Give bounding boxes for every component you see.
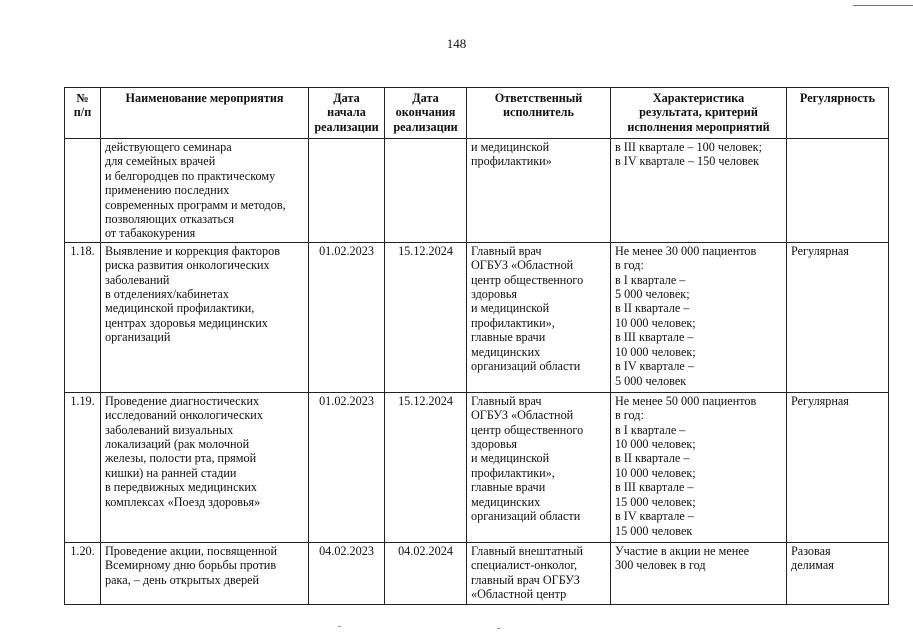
end-date-cell	[385, 139, 467, 243]
cell-line: в передвижных медицинских	[105, 480, 258, 495]
table-body	[65, 139, 889, 605]
cell-line: здоровья	[471, 437, 517, 452]
header-line: Характеристика	[652, 91, 745, 105]
cell-line: в I квартале –	[615, 272, 686, 287]
cell-line: специалист-онколог,	[471, 558, 577, 573]
row-number-cell: 1.19.	[65, 392, 101, 542]
start-date-cell: 04.02.2023	[309, 542, 385, 604]
cell-line: 10 000 человек;	[615, 315, 696, 330]
activity-name-cell	[101, 242, 309, 392]
cell-line: организаций области	[471, 509, 581, 524]
header-start-date	[309, 88, 385, 139]
header-line: исполнитель	[503, 105, 574, 120]
row-number-cell	[65, 139, 101, 243]
regularity-cell	[787, 392, 889, 542]
cell-line: 10 000 человек;	[615, 437, 696, 452]
header-line: Наименование мероприятия	[125, 91, 284, 105]
cell-line: делимая	[791, 558, 834, 573]
cell-line: локализаций (рак молочной	[105, 437, 250, 452]
cell-line: в отделениях/кабинетах	[105, 287, 229, 302]
cell-line: Разовая	[791, 543, 831, 558]
cell-line: Проведение акции, посвященной	[105, 543, 278, 558]
cell-line: 5 000 человек;	[615, 287, 690, 302]
cell-line: применению последних	[105, 183, 230, 198]
cell-line: в IV квартале –	[615, 509, 694, 524]
cell-line: современных программ и методов,	[105, 197, 286, 212]
cell-line: в III квартале – 100 человек;	[615, 140, 762, 154]
cell-line: кишки) на ранней стадии	[105, 465, 237, 480]
cell-line: позволяющих отказаться	[105, 212, 235, 227]
header-line: Ответственный	[494, 91, 583, 105]
cell-line: железы, полости рта, прямой	[105, 451, 257, 466]
responsible-cell	[467, 542, 611, 604]
row-number-cell: 1.18.	[65, 242, 101, 392]
scan-speck	[338, 626, 341, 627]
table-header-row	[65, 88, 889, 139]
cell-line: комплексах «Поезд здоровья»	[105, 494, 261, 509]
cell-line: Главный врач	[471, 393, 542, 408]
cell-line: медицинской профилактики,	[105, 301, 255, 316]
start-date-cell: 01.02.2023	[309, 242, 385, 392]
activity-name-cell	[101, 392, 309, 542]
header-num	[65, 88, 101, 139]
table-row	[65, 242, 889, 392]
cell-line: для семейных врачей	[105, 154, 216, 169]
header-name	[101, 88, 309, 139]
cell-line: Проведение диагностических	[105, 393, 260, 408]
row-number-cell: 1.20.	[65, 542, 101, 604]
activities-table	[64, 87, 889, 605]
cell-line: центрах здоровья медицинских	[105, 315, 268, 330]
cell-line: в год:	[615, 258, 644, 273]
cell-line: Всемирному дню борьбы против	[105, 558, 277, 573]
cell-line: исследований онкологических	[105, 408, 263, 423]
end-date-cell: 04.02.2024	[385, 542, 467, 604]
cell-line: Не менее 30 000 пациентов	[615, 243, 757, 258]
header-responsible	[467, 88, 611, 139]
cell-line: риска развития онкологических	[105, 258, 270, 273]
header-line: Дата	[412, 91, 439, 105]
scan-edge-line	[853, 5, 913, 6]
cell-line: от табакокурения	[105, 226, 196, 241]
result-criteria-cell	[611, 542, 787, 604]
cell-line: профилактики»	[471, 154, 552, 169]
header-line: реализации	[314, 119, 379, 134]
cell-line: 10 000 человек;	[615, 344, 696, 359]
result-criteria-cell	[611, 139, 787, 243]
responsible-cell	[467, 392, 611, 542]
cell-line: центр общественного	[471, 422, 584, 437]
cell-line: 10 000 человек;	[615, 465, 696, 480]
cell-line: и белгородцев по практическому	[105, 168, 276, 183]
cell-line: в I квартале –	[615, 422, 686, 437]
header-line: №	[76, 91, 89, 105]
header-regularity	[787, 88, 889, 139]
cell-line: организаций	[105, 330, 171, 345]
result-criteria-cell	[611, 242, 787, 392]
cell-line: центр общественного	[471, 272, 584, 287]
end-date-cell: 15.12.2024	[385, 242, 467, 392]
cell-line: в IV квартале – 150 человек	[615, 154, 760, 169]
cell-line: Главный внештатный	[471, 543, 583, 558]
cell-line: и медицинской	[471, 451, 550, 466]
cell-line: Участие в акции не менее	[615, 543, 750, 558]
cell-line: ОГБУЗ «Областной	[471, 258, 574, 273]
cell-line: организаций области	[471, 359, 581, 374]
cell-line: медицинских	[471, 494, 541, 509]
cell-line: в III квартале –	[615, 480, 694, 495]
cell-line: Главный врач	[471, 243, 542, 258]
cell-line: заболеваний визуальных	[105, 422, 234, 437]
activity-name-cell	[101, 542, 309, 604]
scan-speck	[497, 628, 500, 629]
header-line: реализации	[393, 119, 458, 134]
table-row	[65, 392, 889, 542]
regularity-cell	[787, 242, 889, 392]
table-row	[65, 139, 889, 243]
activity-name-cell	[101, 139, 309, 243]
cell-line: медицинских	[471, 344, 541, 359]
cell-line: главные врачи	[471, 480, 546, 495]
header-line: результата, критерий	[639, 105, 758, 120]
header-end-date	[385, 88, 467, 139]
cell-line: Не менее 50 000 пациентов	[615, 393, 757, 408]
header-line: п/п	[73, 105, 92, 120]
cell-line: главный врач ОГБУЗ	[471, 572, 580, 587]
cell-line: Регулярная	[791, 393, 849, 408]
header-line: окончания	[395, 105, 456, 120]
cell-line: заболеваний	[105, 272, 170, 287]
header-line: исполнения мероприятий	[627, 119, 770, 134]
cell-line: в II квартале –	[615, 451, 690, 466]
page-number: 148	[446, 36, 467, 51]
cell-line: ОГБУЗ «Областной	[471, 408, 574, 423]
cell-line: в III квартале –	[615, 330, 694, 345]
cell-line: 15 000 человек	[615, 523, 693, 538]
cell-line: действующего семинара	[105, 140, 232, 154]
cell-line: Регулярная	[791, 243, 849, 258]
cell-line: рака, – день открытых дверей	[105, 572, 260, 587]
responsible-cell	[467, 139, 611, 243]
header-result	[611, 88, 787, 139]
regularity-cell	[787, 542, 889, 604]
table-row	[65, 542, 889, 604]
cell-line: 15 000 человек;	[615, 494, 696, 509]
cell-line: здоровья	[471, 287, 517, 302]
cell-line: в год:	[615, 408, 644, 423]
cell-line: профилактики»,	[471, 315, 555, 330]
cell-line: в II квартале –	[615, 301, 690, 316]
cell-line: в IV квартале –	[615, 359, 694, 374]
cell-line: 300 человек в год	[615, 558, 706, 573]
cell-line: и медицинской	[471, 140, 550, 154]
end-date-cell: 15.12.2024	[385, 392, 467, 542]
header-line: Регулярность	[799, 91, 876, 105]
result-criteria-cell	[611, 392, 787, 542]
regularity-cell	[787, 139, 889, 243]
cell-line: Выявление и коррекция факторов	[105, 243, 280, 258]
cell-line: главные врачи	[471, 330, 546, 345]
cell-line: 5 000 человек	[615, 373, 687, 388]
responsible-cell	[467, 242, 611, 392]
start-date-cell: 01.02.2023	[309, 392, 385, 542]
cell-line: и медицинской	[471, 301, 550, 316]
header-line: Дата	[333, 91, 360, 105]
cell-line: «Областной центр	[471, 587, 567, 602]
cell-line: профилактики»,	[471, 465, 555, 480]
start-date-cell	[309, 139, 385, 243]
header-line: начала	[327, 105, 366, 120]
